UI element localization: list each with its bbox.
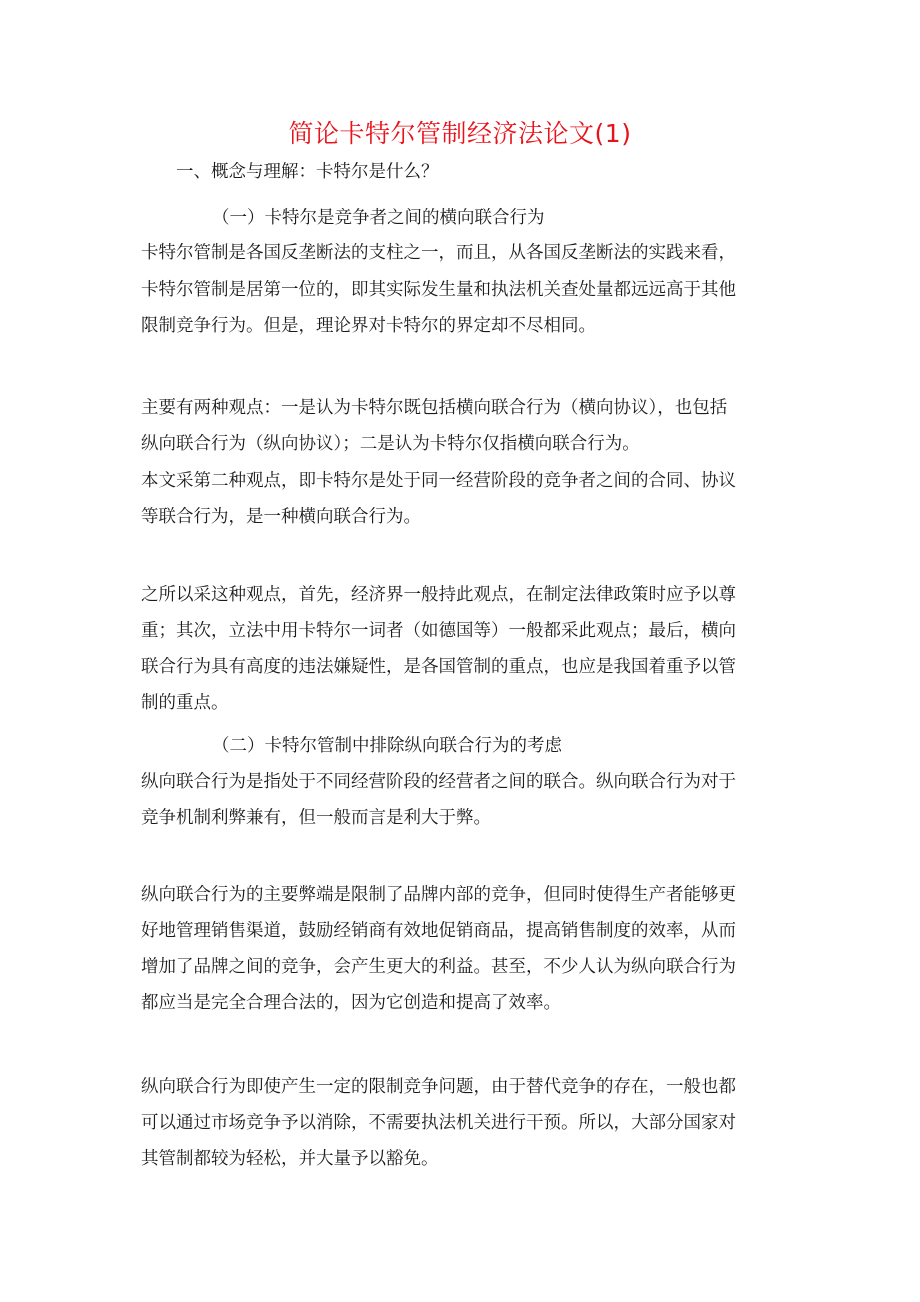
paragraph-5-line-2: 竞争机制利弊兼有，但一般而言是利大于弊。 <box>141 808 491 828</box>
paragraph-4-line-4: 制的重点。 <box>141 693 229 713</box>
paragraph-4-line-2: 重；其次，立法中用卡特尔一词者（如德国等）一般都采此观点；最后，横向 <box>141 621 736 641</box>
paragraph-7-line-2: 可以通过市场竞争予以消除，不需要执法机关进行干预。所以，大部分国家对 <box>141 1113 736 1133</box>
paragraph-7-line-3: 其管制都较为轻松，并大量予以豁免。 <box>141 1149 439 1169</box>
paragraph-3-line-2: 等联合行为，是一种横向联合行为。 <box>141 507 421 527</box>
section-heading-1: 一、概念与理解：卡特尔是什么？ <box>176 162 439 182</box>
paragraph-1-line-1: 卡特尔管制是各国反垄断法的支柱之一，而且，从各国反垄断法的实践来看， <box>141 243 736 263</box>
paragraph-6-line-3: 增加了品牌之间的竞争，会产生更大的利益。甚至，不少人认为纵向联合行为 <box>141 957 736 977</box>
paragraph-2-line-2: 纵向联合行为（纵向协议）；二是认为卡特尔仅指横向联合行为。 <box>141 434 640 454</box>
paragraph-1-line-3: 限制竞争行为。但是，理论界对卡特尔的界定却不尽相同。 <box>141 316 596 336</box>
paragraph-6-line-4: 都应当是完全合理合法的，因为它创造和提高了效率。 <box>141 993 561 1013</box>
paragraph-4-line-1: 之所以采这种观点，首先，经济界一般持此观点，在制定法律政策时应予以尊 <box>141 585 736 605</box>
paragraph-6-line-2: 好地管理销售渠道，鼓励经销商有效地促销商品，提高销售制度的效率，从而 <box>141 921 736 941</box>
paragraph-7-line-1: 纵向联合行为即使产生一定的限制竞争问题，由于替代竞争的存在，一般也都 <box>141 1077 736 1097</box>
paragraph-1-line-2: 卡特尔管制是居第一位的，即其实际发生量和执法机关查处量都远远高于其他 <box>141 280 736 300</box>
subsection-heading-2: （二）卡特尔管制中排除纵向联合行为的考虑 <box>212 736 562 756</box>
paragraph-5-line-1: 纵向联合行为是指处于不同经营阶段的经营者之间的联合。纵向联合行为对于 <box>141 772 736 792</box>
paragraph-4-line-3: 联合行为具有高度的违法嫌疑性，是各国管制的重点，也应是我国着重予以管 <box>141 657 736 677</box>
document-title: 简论卡特尔管制经济法论文(1) <box>288 119 632 148</box>
paragraph-3-line-1: 本文采第二种观点，即卡特尔是处于同一经营阶段的竞争者之间的合同、协议 <box>141 471 736 491</box>
subsection-heading-1: （一）卡特尔是竞争者之间的横向联合行为 <box>212 208 545 228</box>
paragraph-2-line-1: 主要有两种观点：一是认为卡特尔既包括横向联合行为（横向协议），也包括 <box>141 398 728 418</box>
paragraph-6-line-1: 纵向联合行为的主要弊端是限制了品牌内部的竞争，但同时使得生产者能够更 <box>141 885 736 905</box>
